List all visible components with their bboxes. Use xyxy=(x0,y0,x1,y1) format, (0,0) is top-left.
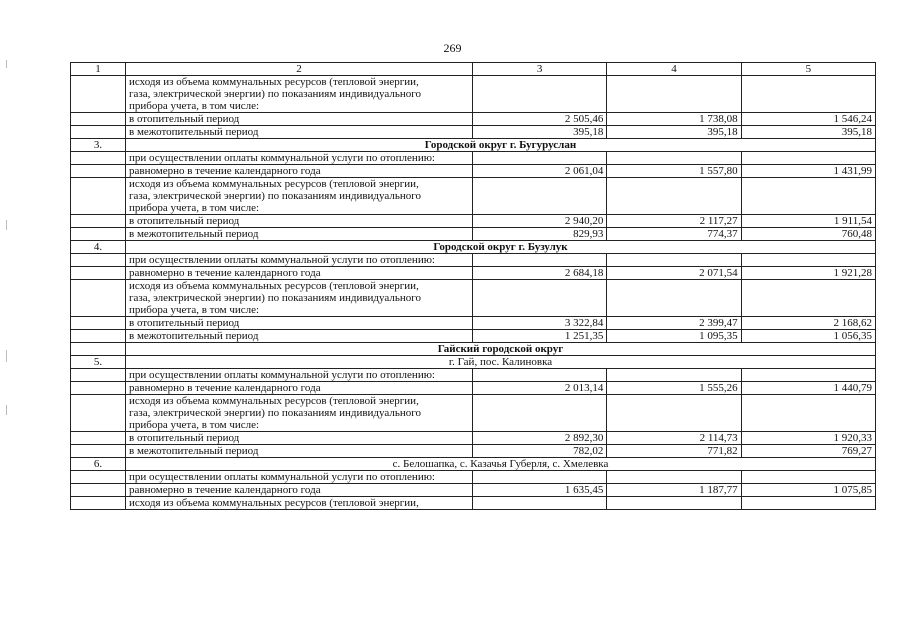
value-col-4: 1 095,35 xyxy=(607,330,741,343)
section-title: г. Гай, пос. Калиновка xyxy=(126,356,876,369)
value-col-3: 1 251,35 xyxy=(473,330,607,343)
row-number-cell xyxy=(71,76,126,113)
page-number: 269 xyxy=(443,41,462,55)
table-row xyxy=(71,484,876,497)
section-header-row xyxy=(71,139,876,152)
row-label: исходя из объема коммунальных ресурсов (тепловой энергии, xyxy=(126,497,473,510)
row-number-cell xyxy=(71,215,126,228)
table-row-note xyxy=(71,369,876,382)
empty-cell xyxy=(607,178,741,215)
table-row-multiline xyxy=(71,76,876,113)
row-number-cell xyxy=(71,382,126,395)
value-col-4: 2 071,54 xyxy=(607,267,741,280)
table-row xyxy=(71,165,876,178)
table-row-multiline xyxy=(71,280,876,317)
row-label-line: прибора учета, в том числе: xyxy=(129,202,260,214)
row-number-cell xyxy=(71,497,126,510)
row-label: при осуществлении оплаты коммунальной услуги по отоплению: xyxy=(126,369,473,382)
row-label: в отопительный период xyxy=(126,113,473,126)
empty-cell xyxy=(473,497,607,510)
row-label-line: газа, электрической энергии) по показаниям индивидуального xyxy=(129,88,421,100)
empty-cell xyxy=(607,395,741,432)
empty-cell xyxy=(473,471,607,484)
table-row-note xyxy=(71,471,876,484)
table-row xyxy=(71,432,876,445)
value-col-5: 395,18 xyxy=(741,126,875,139)
empty-cell xyxy=(741,280,875,317)
value-col-5: 769,27 xyxy=(741,445,875,458)
row-label: равномерно в течение календарного года xyxy=(126,382,473,395)
row-number-cell xyxy=(71,178,126,215)
value-col-3: 2 013,14 xyxy=(473,382,607,395)
row-label: в межотопительный период xyxy=(126,445,473,458)
value-col-4: 1 187,77 xyxy=(607,484,741,497)
table-row xyxy=(71,113,876,126)
column-header-3: 3 xyxy=(473,63,607,76)
value-col-5: 1 075,85 xyxy=(741,484,875,497)
value-col-5: 1 056,35 xyxy=(741,330,875,343)
value-col-5: 1 911,54 xyxy=(741,215,875,228)
section-header-row xyxy=(71,241,876,254)
row-label-line: исходя из объема коммунальных ресурсов (тепловой энергии, xyxy=(129,76,419,88)
row-number-cell xyxy=(71,165,126,178)
value-col-3: 1 635,45 xyxy=(473,484,607,497)
row-label-line: исходя из объема коммунальных ресурсов (тепловой энергии, xyxy=(129,280,419,292)
row-label-line: прибора учета, в том числе: xyxy=(129,419,260,431)
row-label: в отопительный период xyxy=(126,317,473,330)
row-label-line: исходя из объема коммунальных ресурсов (тепловой энергии, xyxy=(129,178,419,190)
value-col-4: 2 117,27 xyxy=(607,215,741,228)
value-col-3: 782,02 xyxy=(473,445,607,458)
row-number-cell xyxy=(71,228,126,241)
empty-cell xyxy=(741,369,875,382)
row-label: в межотопительный период xyxy=(126,126,473,139)
row-label: при осуществлении оплаты коммунальной услуги по отоплению: xyxy=(126,254,473,267)
row-number-cell xyxy=(71,267,126,280)
row-number-cell xyxy=(71,445,126,458)
empty-cell xyxy=(607,280,741,317)
empty-cell xyxy=(473,254,607,267)
row-label-line: газа, электрической энергии) по показаниям индивидуального xyxy=(129,292,421,304)
value-col-4: 774,37 xyxy=(607,228,741,241)
table-header-row xyxy=(71,63,876,76)
section-title: с. Белошапка, с. Казачья Губерля, с. Хмелевка xyxy=(126,458,876,471)
empty-cell xyxy=(741,178,875,215)
section-number: 4. xyxy=(71,241,126,254)
table-row xyxy=(71,382,876,395)
section-number: 5. xyxy=(71,356,126,369)
empty-cell xyxy=(473,76,607,113)
row-number-cell xyxy=(71,152,126,165)
empty-cell xyxy=(473,369,607,382)
value-col-3: 2 684,18 xyxy=(473,267,607,280)
value-col-4: 1 738,08 xyxy=(607,113,741,126)
row-label-line: газа, электрической энергии) по показаниям индивидуального xyxy=(129,407,421,419)
column-header-1: 1 xyxy=(71,63,126,76)
empty-cell xyxy=(741,471,875,484)
row-label-line: газа, электрической энергии) по показаниям индивидуального xyxy=(129,190,421,202)
empty-cell xyxy=(607,76,741,113)
value-col-3: 2 940,20 xyxy=(473,215,607,228)
row-number-cell xyxy=(71,484,126,497)
table-row xyxy=(71,215,876,228)
section-header-row xyxy=(71,343,876,356)
empty-cell xyxy=(741,497,875,510)
row-label: в межотопительный период xyxy=(126,228,473,241)
row-number-cell xyxy=(71,432,126,445)
empty-cell xyxy=(607,254,741,267)
row-label-multiline xyxy=(126,280,473,317)
table-row-multiline xyxy=(71,178,876,215)
value-col-5: 1 920,33 xyxy=(741,432,875,445)
row-number-cell xyxy=(71,317,126,330)
value-col-4: 771,82 xyxy=(607,445,741,458)
value-col-5: 1 921,28 xyxy=(741,267,875,280)
section-number xyxy=(71,343,126,356)
empty-cell xyxy=(607,152,741,165)
row-number-cell xyxy=(71,395,126,432)
empty-cell xyxy=(473,178,607,215)
row-number-cell xyxy=(71,254,126,267)
table-row xyxy=(71,267,876,280)
row-label: равномерно в течение календарного года xyxy=(126,267,473,280)
row-label: равномерно в течение календарного года xyxy=(126,484,473,497)
value-col-3: 2 505,46 xyxy=(473,113,607,126)
row-label: при осуществлении оплаты коммунальной услуги по отоплению: xyxy=(126,152,473,165)
table-row xyxy=(71,330,876,343)
value-col-3: 2 892,30 xyxy=(473,432,607,445)
tariff-table xyxy=(70,62,876,510)
tariff-table-body xyxy=(71,63,876,510)
row-label: при осуществлении оплаты коммунальной услуги по отоплению: xyxy=(126,471,473,484)
column-header-4: 4 xyxy=(607,63,741,76)
row-label-multiline xyxy=(126,395,473,432)
value-col-5: 760,48 xyxy=(741,228,875,241)
empty-cell xyxy=(741,152,875,165)
value-col-3: 395,18 xyxy=(473,126,607,139)
section-title: Гайский городской округ xyxy=(126,343,876,356)
empty-cell xyxy=(741,76,875,113)
row-number-cell xyxy=(71,330,126,343)
table-row-note xyxy=(71,152,876,165)
empty-cell xyxy=(607,471,741,484)
value-col-5: 1 431,99 xyxy=(741,165,875,178)
table-row xyxy=(71,228,876,241)
row-label-line: прибора учета, в том числе: xyxy=(129,304,260,316)
row-number-cell xyxy=(71,471,126,484)
table-row xyxy=(71,126,876,139)
empty-cell xyxy=(473,395,607,432)
empty-cell xyxy=(607,369,741,382)
table-row xyxy=(71,445,876,458)
row-number-cell xyxy=(71,280,126,317)
column-header-5: 5 xyxy=(741,63,875,76)
row-label-line: прибора учета, в том числе: xyxy=(129,100,260,112)
table-row xyxy=(71,317,876,330)
value-col-3: 3 322,84 xyxy=(473,317,607,330)
value-col-4: 2 114,73 xyxy=(607,432,741,445)
empty-cell xyxy=(607,497,741,510)
empty-cell xyxy=(741,395,875,432)
section-title: Городской округ г. Бугуруслан xyxy=(126,139,876,152)
empty-cell xyxy=(741,254,875,267)
empty-cell xyxy=(473,280,607,317)
value-col-4: 395,18 xyxy=(607,126,741,139)
row-label: в отопительный период xyxy=(126,215,473,228)
table-row-multiline xyxy=(71,395,876,432)
value-col-4: 1 557,80 xyxy=(607,165,741,178)
empty-cell xyxy=(473,152,607,165)
row-label-line: исходя из объема коммунальных ресурсов (тепловой энергии, xyxy=(129,395,419,407)
value-col-5: 2 168,62 xyxy=(741,317,875,330)
row-label: в отопительный период xyxy=(126,432,473,445)
row-label: в межотопительный период xyxy=(126,330,473,343)
section-number: 3. xyxy=(71,139,126,152)
value-col-5: 1 546,24 xyxy=(741,113,875,126)
column-header-2: 2 xyxy=(126,63,473,76)
value-col-4: 1 555,26 xyxy=(607,382,741,395)
row-label: равномерно в течение календарного года xyxy=(126,165,473,178)
row-number-cell xyxy=(71,126,126,139)
subsection-header-row xyxy=(71,356,876,369)
row-number-cell xyxy=(71,113,126,126)
value-col-4: 2 399,47 xyxy=(607,317,741,330)
subsection-header-row xyxy=(71,458,876,471)
section-title: Городской округ г. Бузулук xyxy=(126,241,876,254)
value-col-3: 2 061,04 xyxy=(473,165,607,178)
value-col-3: 829,93 xyxy=(473,228,607,241)
table-row-note xyxy=(71,497,876,510)
row-label-multiline xyxy=(126,178,473,215)
row-label-multiline xyxy=(126,76,473,113)
row-number-cell xyxy=(71,369,126,382)
value-col-5: 1 440,79 xyxy=(741,382,875,395)
section-number: 6. xyxy=(71,458,126,471)
scan-margin-marks xyxy=(6,60,8,580)
table-row-note xyxy=(71,254,876,267)
